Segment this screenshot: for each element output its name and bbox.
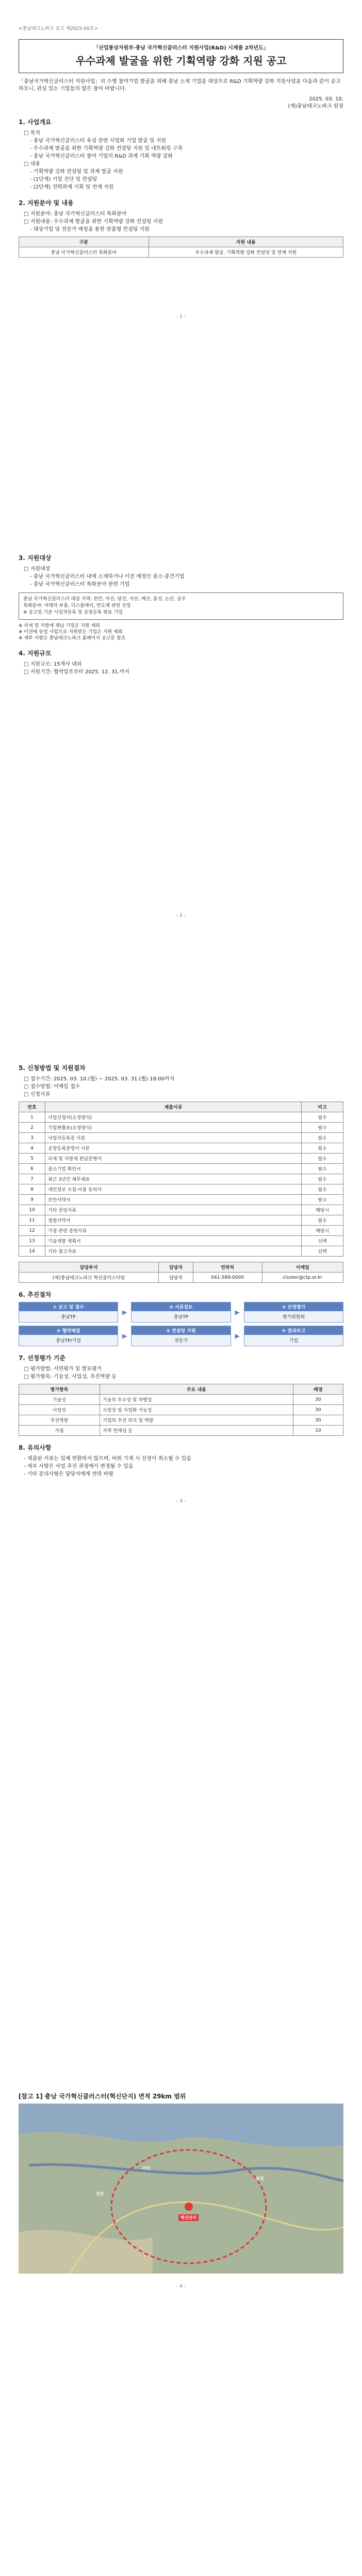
- process-step: ③ 선정평가 평가위원회: [244, 1302, 343, 1323]
- section-3-item: - 충남 국가혁신클러스터 특화분야 관련 기업: [30, 582, 130, 587]
- contact-email-link[interactable]: cluster@ctp.or.kr: [262, 1273, 343, 1283]
- section-1-item: - (2단계) 전략과제 기획 및 연계 지원: [30, 184, 114, 190]
- section-5-item: □ 접수기간: 2025. 03. 10.(월) ~ 2025. 03. 31.(월) 18:00까지: [24, 1076, 175, 1082]
- table-header: 번호: [19, 1102, 45, 1112]
- map-label: 혁신단지: [178, 2214, 199, 2221]
- section-5-item: □ 접수방법: 이메일 접수: [24, 1084, 80, 1090]
- section-1-title: 1. 사업개요: [19, 118, 52, 126]
- section-2-item: □ 지원내용: 우수과제 발굴을 위한 기획역량 강화 컨설팅 지원: [24, 219, 163, 225]
- announcement-number: <충남테크노파크 공고 제2025-00호>: [19, 26, 98, 31]
- process-flow: [19, 1326, 343, 1346]
- table-row: 3 사업자등록증 사본 필수: [19, 1133, 343, 1143]
- table-row: 11 청렴서약서 필수: [19, 1215, 343, 1226]
- table-header: 이메일: [262, 1262, 343, 1273]
- map-graphic: [19, 2104, 343, 2274]
- page-number: - 4 -: [176, 2284, 186, 2289]
- table-row: 기술성 기술의 우수성 및 차별성 30: [19, 1395, 343, 1405]
- note: ※ 이전에 동일 사업으로 지원받은 기업은 지원 제외: [19, 630, 123, 635]
- eligibility-box: 충남 국가혁신클러스터 대상 지역: 천안, 아산, 당진, 서산, 예산, 홍성, 논산, 공주 특화분야: 미래차 부품, 디스플레이, 반도체 관련 산업 ※ 공고일 기준 사업자등록 및 공장등록 완료 기업: [19, 592, 343, 620]
- process-flow: [19, 1302, 343, 1323]
- section-7-title: 7. 선정평가 기준: [19, 1354, 65, 1362]
- table-row: 가점 지역 연계성 등 10: [19, 1426, 343, 1436]
- table-header: 제출서류: [45, 1102, 302, 1112]
- section-4-item: □ 지원규모: 15개사 내외: [24, 662, 82, 667]
- table-row: 14 기타 참고자료 선택: [19, 1246, 343, 1257]
- section-7-item: □ 평가항목: 기술성, 사업성, 추진역량 등: [24, 1374, 117, 1380]
- table-row: (재)충남테크노파크 혁신클러스터팀 담당자 041-589-0000 cluster@ctp.or.kr: [19, 1273, 343, 1283]
- table-header: 담당자: [159, 1262, 193, 1273]
- section-8-item: - 세부 사항은 사업 추진 과정에서 변경될 수 있음: [24, 1464, 134, 1469]
- table-header: 구분: [19, 237, 149, 247]
- table-row: 12 가점 관련 증빙서류 해당시: [19, 1226, 343, 1236]
- table-row: 2 기업현황표(소정양식) 필수: [19, 1123, 343, 1133]
- note: ※ 국세 및 지방세 체납 기업은 지원 제외: [19, 623, 100, 629]
- section-3-title: 3. 지원대상: [19, 554, 52, 562]
- section-8-title: 8. 유의사항: [19, 1444, 52, 1451]
- section-8-item: - 제출된 서류는 일체 반환하지 않으며, 허위 기재 시 선정이 취소될 수 있음: [24, 1456, 192, 1462]
- table-row: 추진역량 기업의 추진 의지 및 역량 30: [19, 1415, 343, 1426]
- section-5-title: 5. 신청방법 및 지원절차: [19, 1064, 86, 1072]
- arrow-right-icon: ▶: [122, 1332, 127, 1340]
- table-row: 사업성 시장성 및 사업화 가능성 30: [19, 1405, 343, 1415]
- section-3-item: □ 지원대상: [24, 566, 51, 572]
- table-row: 10 기타 증빙서류 해당시: [19, 1205, 343, 1215]
- section-1-item: □ 목적: [24, 130, 40, 136]
- table-header: 지원 내용: [149, 237, 343, 247]
- section-2-title: 2. 지원분야 및 내용: [19, 199, 74, 207]
- process-step: ⑥ 결과보고 기업: [244, 1326, 343, 1346]
- table-header: 배점: [293, 1384, 343, 1395]
- table-row: 13 기술개발 계획서 선택: [19, 1236, 343, 1246]
- section-1-item: - 우수과제 발굴을 위한 기획역량 강화 컨설팅 지원 및 네트워킹 구축: [30, 146, 183, 151]
- table-row: 4 공장등록증명서 사본 필수: [19, 1143, 343, 1154]
- title-prefix: 「산업통상자원부·충남 국가혁신클러스터 지원사업(R&D) 시제품 2차년도」: [93, 45, 269, 51]
- note: ※ 세부 사항은 충남테크노파크 홈페이지 공고문 참조: [19, 636, 126, 641]
- section-1-item: - (1단계) 기업 진단 및 컨설팅: [30, 177, 97, 182]
- contact-table: [19, 1262, 343, 1283]
- table-header: 담당부서: [19, 1262, 159, 1273]
- arrow-right-icon: ▶: [122, 1309, 127, 1316]
- table-header: 평가항목: [19, 1384, 100, 1395]
- support-table: [19, 236, 343, 258]
- map-label: 당진: [256, 2176, 264, 2181]
- section-1-item: - 충남 국가혁신클러스터 참여 기업의 R&D 과제 기획 역량 강화: [30, 154, 173, 159]
- map-title: [참고 1] 충남 국가혁신클러스터(혁신단지) 면적 29km 범위: [19, 2093, 186, 2100]
- notice-date: 2025. 03. 10.: [309, 96, 343, 102]
- table-header: 비고: [302, 1102, 343, 1112]
- section-1-item: - 충남 국가혁신클러스터 육성 관련 사업화 기업 발굴 및 지원: [30, 138, 167, 144]
- page-3: [19, 1056, 343, 1504]
- page-title: 우수과제 발굴을 위한 기획역량 강화 지원 공고: [75, 55, 287, 67]
- table-row: 5 국세 및 지방세 완납증명서 필수: [19, 1154, 343, 1164]
- issuer: (재)충남테크노파크 원장: [288, 104, 343, 109]
- page-1: [19, 26, 343, 319]
- arrow-right-icon: ▶: [235, 1309, 240, 1316]
- page-number: - 2 -: [176, 913, 186, 918]
- page-2: [19, 546, 343, 918]
- page-number: - 3 -: [176, 1499, 186, 1504]
- page-4: [19, 2092, 343, 2289]
- process-step: ① 공고 및 접수 충남TP: [19, 1302, 118, 1323]
- section-1-item: □ 내용: [24, 161, 40, 167]
- intro-text: 「충남국가혁신클러스터 지원사업」의 수행 참여기업 발굴을 위해 충남 소재 기업을 대상으로 R&D 기획역량 강화 지원사업을 다음과 같이 공고하오니, 관심 있는 기업들의 많은 참여 바랍니다.: [19, 79, 341, 92]
- section-1-item: - 기획역량 강화 컨설팅 및 과제 발굴 지원: [30, 169, 123, 175]
- section-8-item: - 기타 문의사항은 담당자에게 연락 바람: [24, 1471, 114, 1477]
- section-4-title: 4. 지원규모: [19, 650, 52, 657]
- table-row: 9 보안서약서 필수: [19, 1195, 343, 1205]
- table-header: 주요 내용: [100, 1384, 293, 1395]
- arrow-right-icon: ▶: [235, 1332, 240, 1340]
- table-row: 6 중소기업 확인서 필수: [19, 1164, 343, 1174]
- process-step: ④ 협약체결 충남TP/기업: [19, 1326, 118, 1346]
- map-label: 아산: [142, 2166, 151, 2171]
- section-4-item: □ 지원기간: 협약일로부터 2025. 12. 31.까지: [24, 669, 130, 675]
- section-5-item: □ 신청서류: [24, 1092, 51, 1097]
- evaluation-table: [19, 1384, 343, 1436]
- table-row: 1 사업신청서(소정양식) 필수: [19, 1112, 343, 1123]
- table-row: 충남 국가혁신클러스터 특화분야 우수과제 발굴, 기획역량 강화 컨설팅 및 연계 지원: [19, 247, 343, 258]
- table-row: 8 개인정보 수집·이용 동의서 필수: [19, 1184, 343, 1195]
- table-row: 7 최근 3년간 재무제표 필수: [19, 1174, 343, 1184]
- process-step: ② 서류검토 충남TP: [131, 1302, 231, 1323]
- page-number: - 1 -: [176, 314, 186, 319]
- cluster-map: [19, 2104, 343, 2274]
- section-3-item: - 충남 국가혁신클러스터 내에 소재하거나 이전 예정인 중소·중견기업: [30, 574, 185, 580]
- section-2-item: - 대상기업 당 전문가 매칭을 통한 맞춤형 컨설팅 지원: [30, 227, 150, 232]
- documents-table: [19, 1101, 343, 1257]
- title-box: [19, 39, 343, 73]
- process-step: ⑤ 컨설팅 지원 전문가: [131, 1326, 231, 1346]
- map-label: 천안: [96, 2192, 104, 2196]
- section-7-item: □ 평가방법: 서면평가 및 발표평가: [24, 1366, 102, 1372]
- table-header: 연락처: [193, 1262, 262, 1273]
- section-6-title: 6. 추진절차: [19, 1291, 52, 1298]
- section-2-item: □ 지원분야: 충남 국가혁신클러스터 특화분야: [24, 211, 127, 217]
